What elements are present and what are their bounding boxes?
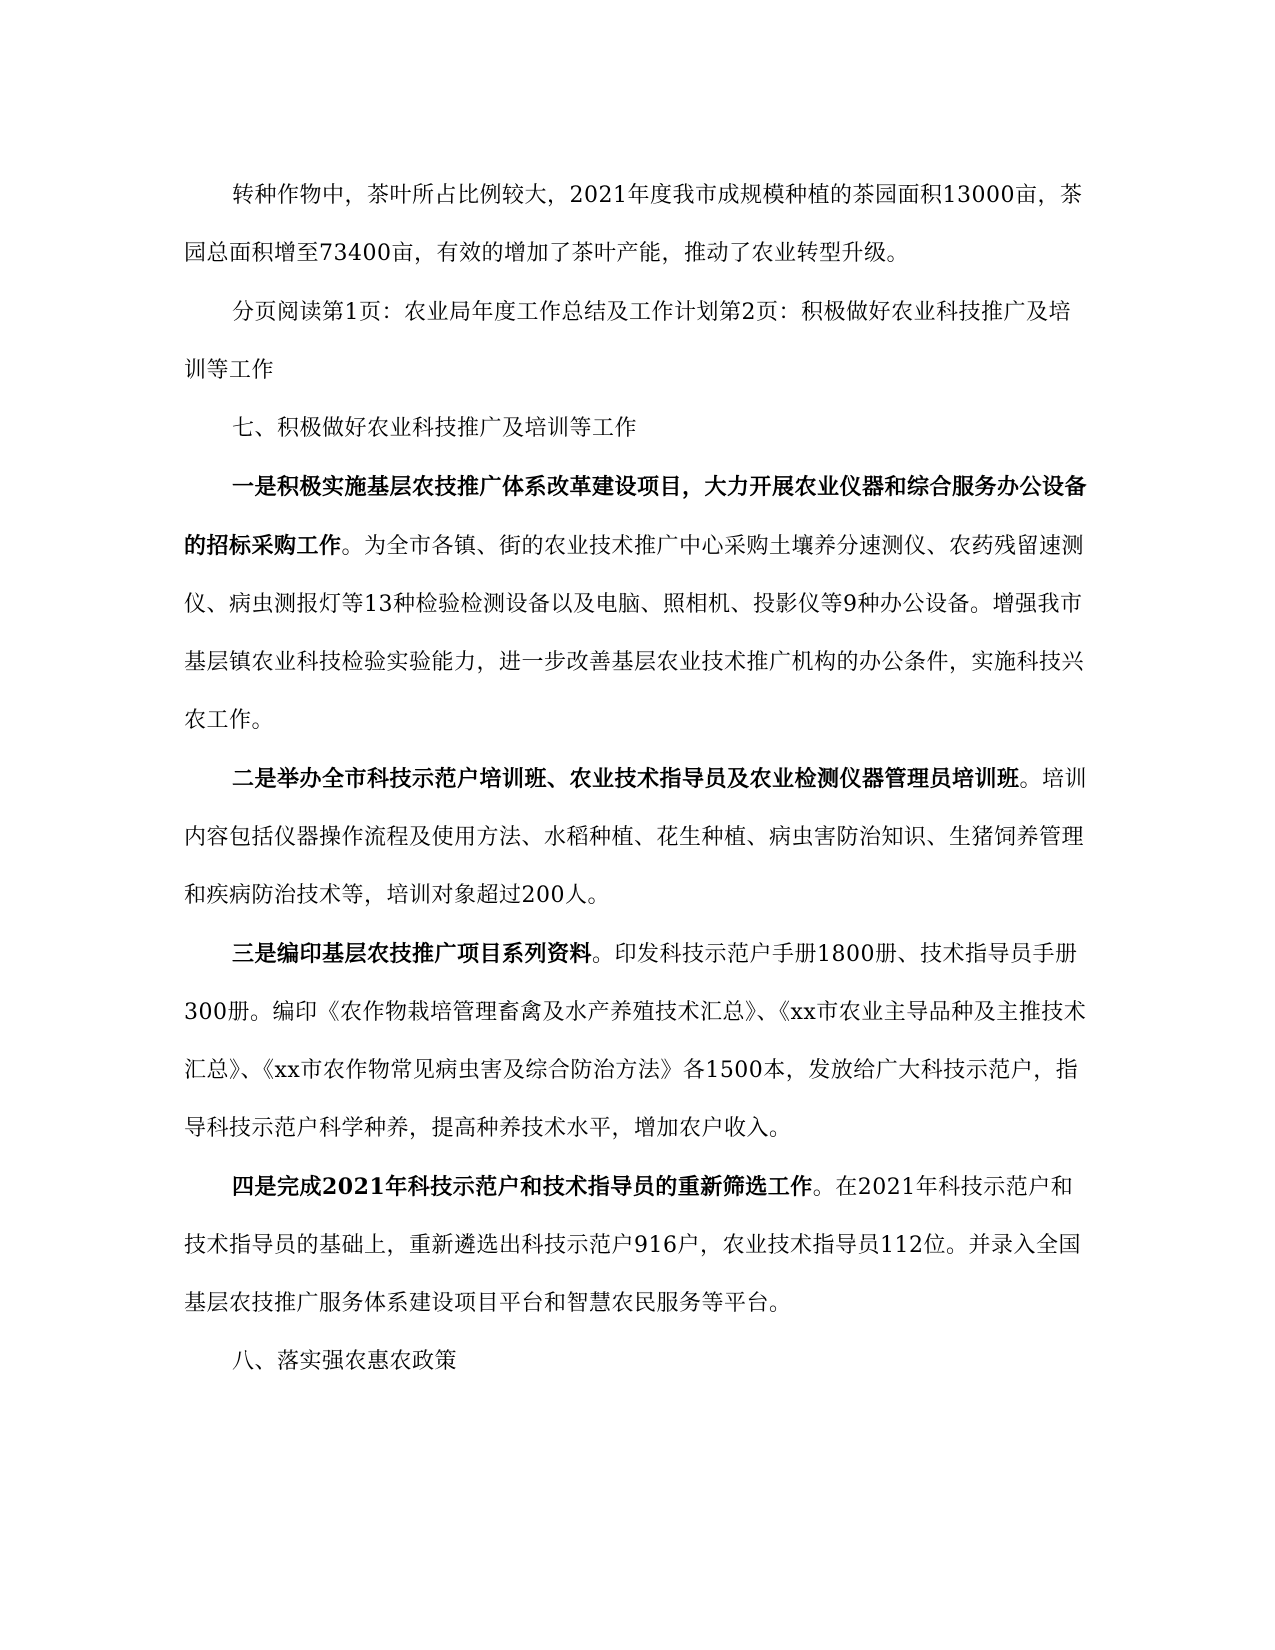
paragraph-item-two <box>184 750 1090 925</box>
paragraph-text: 。为全市各镇、街的农业技术推广中心采购土壤养分速测仪、农药残留速测仪、病虫测报灯等13种检验检测设备以及电脑、照相机、投影仪等9种办公设备。增强我市基层镇农业科技检验实验能力，进一步改善基层农业技术推广机构的办公条件，实施科技兴农工作。 <box>184 534 1085 733</box>
section-heading-eight <box>184 1333 1090 1391</box>
paragraph-item-three <box>184 925 1090 1158</box>
section-heading-seven <box>184 400 1090 458</box>
paragraph-text: 。印发科技示范户手册1800册、技术指导员手册300册。编印《农作物栽培管理畜禽及水产养殖技术汇总》、《xx市农业主导品种及主推技术汇总》、《xx市农作物常见病虫害及综合防治方法》各1500本，发放给广大科技示范户，指导科技示范户科学种养，提高种养技术水平，增加农户收入。 <box>184 942 1087 1141</box>
paragraph-page-navigation <box>184 283 1090 400</box>
paragraph-tea-planting <box>184 166 1090 283</box>
paragraph-text: 。在2021年科技示范户和技术指导员的基础上，重新遴选出科技示范户916户，农业技术指导员112位。并录入全国基层农技推广服务体系建设项目平台和智慧农民服务等平台。 <box>184 1175 1081 1316</box>
document-body <box>184 166 1090 1391</box>
paragraph-lead-bold: 二是举办全市科技示范户培训班、农业技术指导员及农业检测仪器管理员培训班 <box>232 766 1020 792</box>
paragraph-lead-bold: 一是积极实施基层农技推广体系改革建设项目，大力开展农业仪器和综合服务办公设备的招标采购工作 <box>184 474 1088 559</box>
paragraph-text: 。培训内容包括仪器操作流程及使用方法、水稻种植、花生种植、病虫害防治知识、生猪饲养管理和疾病防治技术等，培训对象超过200人。 <box>184 767 1088 908</box>
paragraph-lead-bold: 三是编印基层农技推广项目系列资料 <box>232 941 593 967</box>
section-heading-text: 八、落实强农惠农政策 <box>232 1349 458 1374</box>
paragraph-item-one <box>184 458 1090 750</box>
paragraph-item-four <box>184 1158 1090 1333</box>
section-heading-text: 七、积极做好农业科技推广及培训等工作 <box>232 416 638 441</box>
paragraph-text: 转种作物中，茶叶所占比例较大，2021年度我市成规模种植的茶园面积13000亩，茶园总面积增至73400亩，有效的增加了茶叶产能，推动了农业转型升级。 <box>184 183 1083 266</box>
paragraph-text: 分页阅读第1页：农业局年度工作总结及工作计划第2页：积极做好农业科技推广及培训等工作 <box>184 300 1071 383</box>
paragraph-lead-bold: 四是完成2021年科技示范户和技术指导员的重新筛选工作 <box>232 1174 813 1200</box>
